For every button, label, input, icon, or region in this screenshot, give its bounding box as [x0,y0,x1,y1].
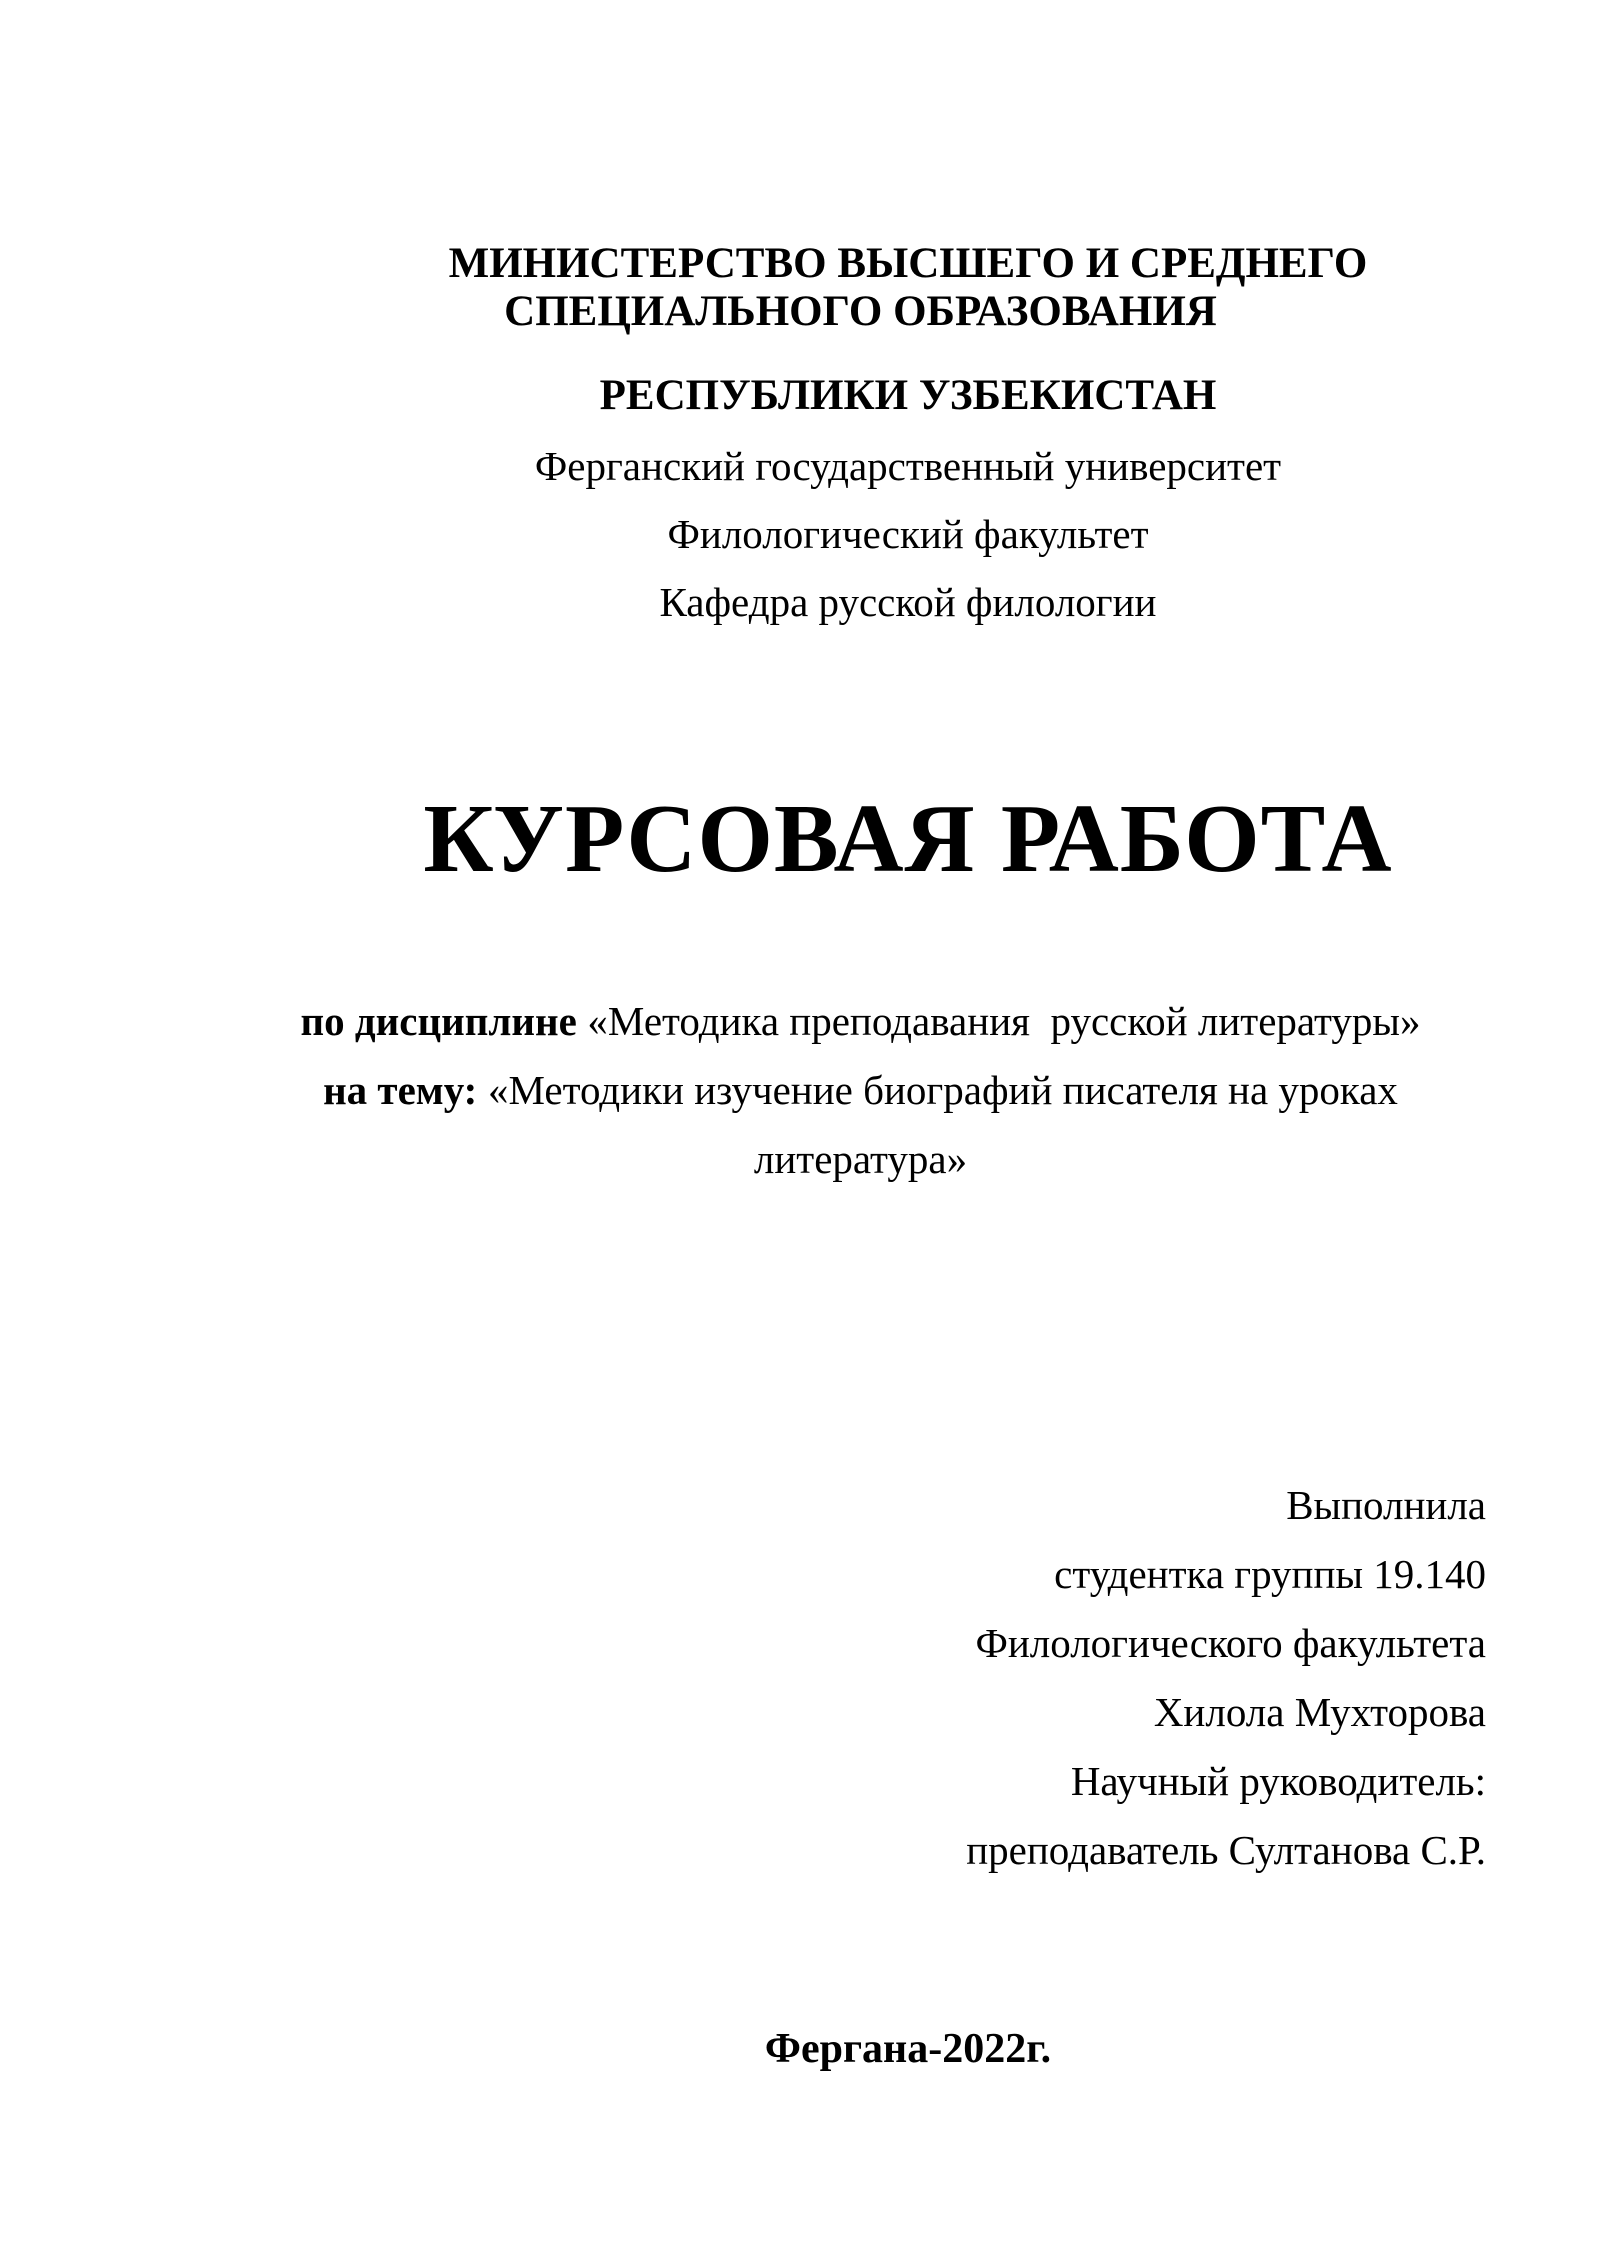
author-faculty-line: Филологического факультета [975,1620,1486,1666]
student-group-line: студентка группы 19.140 [1054,1551,1486,1597]
discipline-value: «Методика преподавания русской литературы» [587,998,1421,1044]
ministry-line-2: СПЕЦИАЛЬНОГО ОБРАЗОВАНИЯ [504,288,1217,335]
republic-heading: РЕСПУБЛИКИ УЗБЕКИСТАН [599,372,1217,419]
discipline-label: по дисциплине [300,998,577,1044]
supervisor-name-line: преподаватель Султанова С.Р. [966,1827,1486,1873]
topic-line-1 [235,1056,1486,1125]
discipline-line [235,987,1486,1056]
author-block [235,1471,1486,1885]
institution-block [235,432,1486,636]
department-line: Кафедра русской филологии [659,579,1157,625]
document-title: КУРСОВАЯ РАБОТА [423,785,1393,892]
topic-line-2: литература» [753,1136,968,1182]
ministry-heading [235,240,1486,336]
university-line: Ферганский государственный университет [534,443,1282,489]
student-name-line: Хилола Мухторова [1153,1689,1486,1735]
supervisor-label-line: Научный руководитель: [1070,1758,1486,1804]
ministry-line-1: МИНИСТЕРСТВО ВЫСШЕГО И СРЕДНЕГО [448,240,1368,287]
topic-value-line1: «Методики изучение биографий писателя на уроках [487,1067,1398,1113]
topic-label: на тему: [323,1067,478,1113]
faculty-line: Филологический факультет [667,511,1149,557]
performed-by-line: Выполнила [1286,1482,1486,1528]
subject-block [235,987,1486,1194]
city-year-line: Фергана-2022г. [764,2026,1052,2072]
